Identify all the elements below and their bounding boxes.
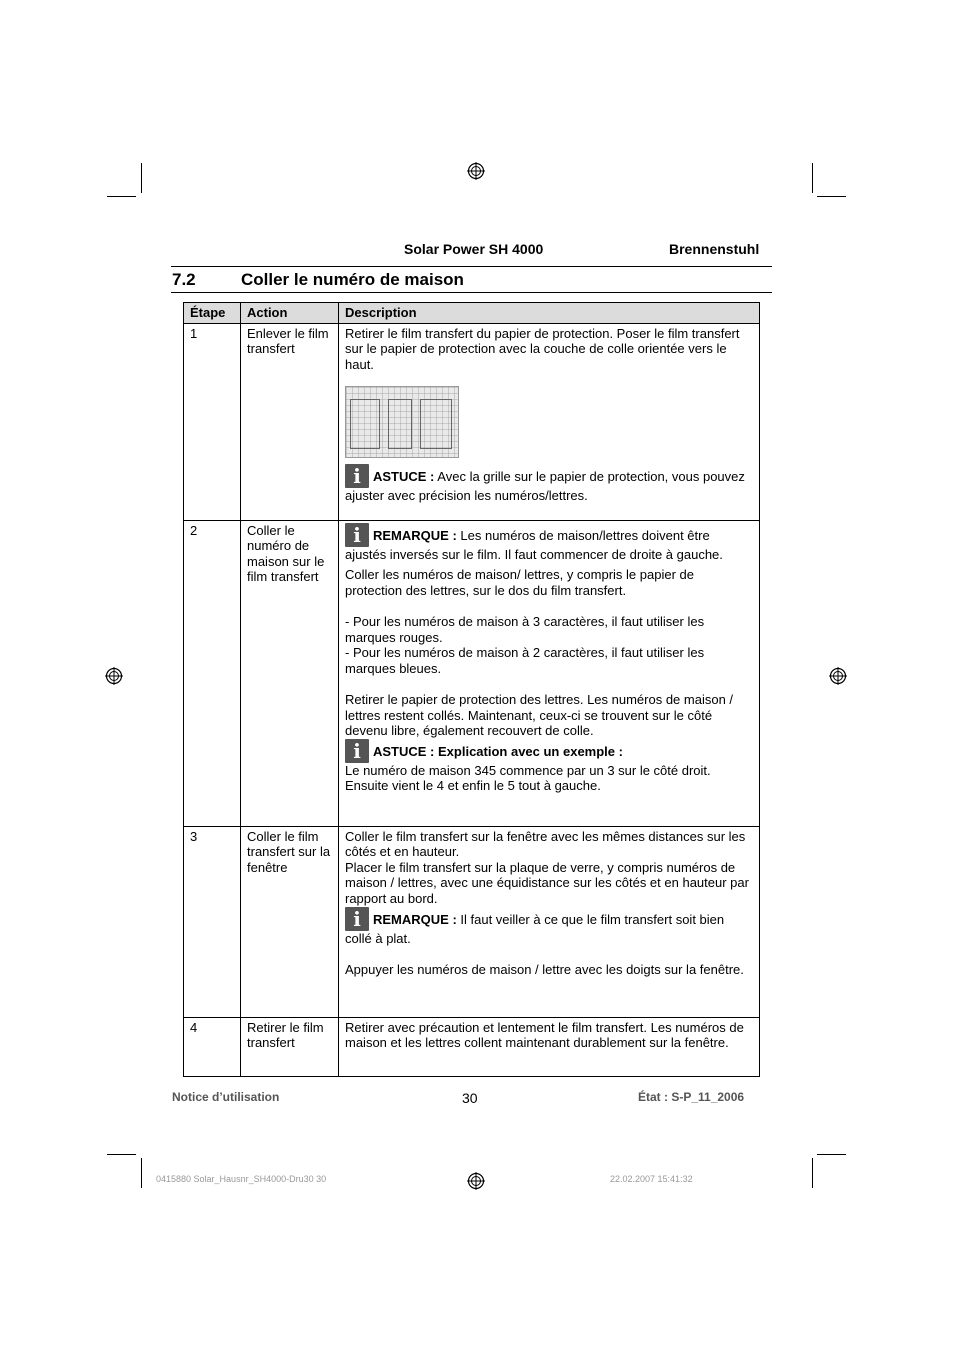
info-icon: i — [345, 464, 369, 488]
registration-mark-icon — [467, 162, 485, 180]
header-product: Solar Power SH 4000 — [404, 241, 544, 257]
tip-label: ASTUCE : — [373, 469, 435, 485]
step-action: Coller le film transfert sur la fenêtre — [241, 826, 339, 1017]
description-text: Retirer le film transfert du papier de protection. Poser le film transfert sur le papier de protection avec la couche de colle orientée vers le haut. — [345, 325, 740, 372]
header-brand: Brennenstuhl — [669, 241, 760, 257]
crop-mark — [812, 1158, 813, 1188]
step-number: 2 — [184, 520, 241, 826]
description-text: Coller les numéros de maison/ lettres, y compris le papier de protection des lettres, sur le dos du film transfert. — [345, 567, 694, 598]
crop-mark — [812, 163, 813, 193]
registration-mark-icon — [467, 1172, 485, 1190]
crop-mark — [817, 1154, 846, 1155]
print-slug-datetime: 22.02.2007 15:41:32 — [610, 1174, 693, 1184]
footer-left: Notice d’utilisation — [172, 1090, 280, 1104]
steps-table — [183, 302, 760, 1077]
info-icon: i — [345, 523, 369, 547]
step-action: Enlever le film transfert — [241, 323, 339, 520]
note-text: Les numéros de maison/lettres doivent être ajustés inversés sur le film. Il faut commencer de droite à gauche. — [345, 527, 723, 562]
step-action: Retirer le film transfert — [241, 1017, 339, 1076]
description-text: - Pour les numéros de maison à 3 caractères, il faut utiliser les marques rouges. — [345, 613, 705, 645]
step-number: 3 — [184, 826, 241, 1017]
print-slug-file: 0415880 Solar_Hausnr_SH4000-Dru30 30 — [156, 1174, 327, 1184]
description-text: Placer le film transfert sur la plaque de verre, y compris numéros de maison / lettres, avec une équidistance sur les côtés et en hauteur par rapport au bord. — [345, 859, 749, 906]
section-rule — [171, 292, 772, 293]
crop-mark — [817, 196, 846, 197]
column-header-action: Action — [241, 303, 339, 324]
table-row — [184, 1017, 760, 1076]
description-text: - Pour les numéros de maison à 2 caractères, il faut utiliser les marques bleues. — [345, 645, 705, 676]
note-text: Il faut veiller à ce que le film transfert soit bien collé à plat. — [345, 911, 725, 946]
table-row — [184, 826, 760, 1017]
tip-text: Avec la grille sur le papier de protection, vous pouvez ajuster avec précision les numéros/lettres. — [345, 469, 745, 504]
description-text: Coller le film transfert sur la fenêtre avec les mêmes distances sur les côtés et en hauteur. — [345, 828, 746, 860]
step-description — [339, 826, 760, 1017]
footer-right: État : S-P_11_2006 — [638, 1090, 745, 1104]
table-header-row — [184, 303, 760, 324]
table-row — [184, 323, 760, 520]
crop-mark — [107, 196, 136, 197]
info-icon: i — [345, 907, 369, 931]
description-text: Appuyer les numéros de maison / lettre avec les doigts sur la fenêtre. — [345, 961, 744, 977]
tip-text: Le numéro de maison 345 commence par un 3 sur le côté droit. — [345, 762, 711, 778]
section-number: 7.2 — [172, 270, 196, 289]
tip-text: Ensuite vient le 4 et enfin le 5 tout à gauche. — [345, 778, 601, 794]
step-action: Coller le numéro de maison sur le film transfert — [241, 520, 339, 826]
step-description — [339, 1017, 760, 1076]
column-header-step: Étape — [184, 303, 241, 324]
step-number: 1 — [184, 323, 241, 520]
note-label: REMARQUE : — [373, 911, 457, 927]
step-number: 4 — [184, 1017, 241, 1076]
protection-paper-grid-image — [345, 386, 459, 458]
page-number: 30 — [462, 1090, 478, 1106]
section-title: Coller le numéro de maison — [241, 270, 464, 289]
registration-mark-icon — [105, 667, 123, 685]
crop-mark — [107, 1154, 136, 1155]
description-text: Retirer le papier de protection des lettres. Les numéros de maison / lettres restent collés. Maintenant, ceux-ci se trouvent sur le côté devenu libre, également recouvert de colle. — [345, 691, 734, 739]
step-description — [339, 520, 760, 826]
header-rule — [171, 266, 772, 267]
tip-label: ASTUCE : Explication avec un exemple : — [373, 743, 623, 759]
column-header-description: Description — [339, 303, 760, 324]
info-icon: i — [345, 739, 369, 763]
note-label: REMARQUE : — [373, 527, 457, 543]
table-row — [184, 520, 760, 826]
crop-mark — [141, 1158, 142, 1188]
registration-mark-icon — [829, 667, 847, 685]
description-text: Retirer avec précaution et lentement le film transfert. Les numéros de maison et les lettres collent maintenant durablement sur la fenêtre. — [345, 1019, 744, 1051]
step-description — [339, 323, 760, 520]
crop-mark — [141, 163, 142, 193]
